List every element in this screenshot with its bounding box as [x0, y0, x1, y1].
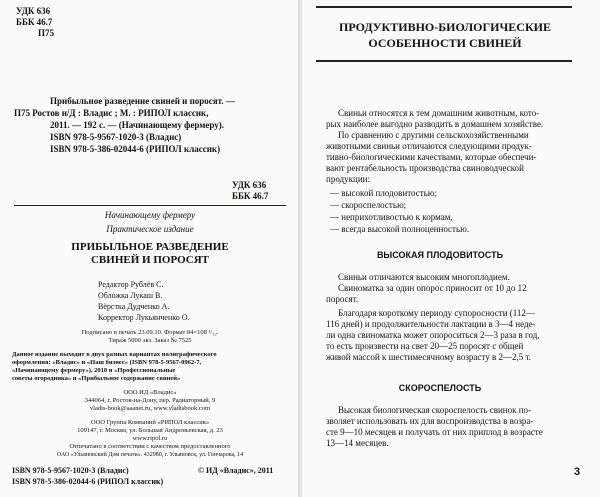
divider	[14, 205, 286, 206]
author-mark: П75	[38, 28, 55, 38]
credit-editor: Редактор Рублёв С.	[98, 280, 164, 289]
biblio-isbn-2: ISBN 978-5-386-02044-6 (РИПОЛ классик)	[50, 144, 221, 154]
bbk-code: ББК 46.7	[16, 17, 53, 27]
biblio-line-2: 2011. — 192 с. — (Начинающему фермеру).	[50, 120, 225, 130]
credit-proofreader: Корректор Лукьянченко О.	[98, 313, 190, 322]
precocity-line-1: Высокая биологическая скороспелость свинок по-	[338, 405, 532, 415]
notice-line-2: оформления: «Владис» и «Наш бизнес» (ISBN 978-5-9567-0962-7,	[12, 359, 202, 366]
chapter-title-line-2: ОСОБЕННОСТИ СВИНЕЙ	[368, 36, 522, 50]
intro-line-4: животными свиньи отличаются следующими продук-	[326, 141, 532, 151]
bullet-1: — высокой плодовитостью;	[330, 188, 438, 198]
fertility-line-8: живой массой к шестимесячному возрасту в 2—2,5 т.	[326, 352, 531, 362]
fertility-line-5: 116 дней) и продолжительности лактации в 3—4 неде-	[326, 319, 536, 329]
right-page-text	[302, 0, 600, 497]
intro-line-3: По сравнению с другими сельскохозяйственными	[338, 130, 529, 140]
fertility-line-1: Свиньи отличаются высоким многоплодием.	[338, 272, 510, 282]
footer-isbn-1: ISBN 978-5-9567-1020-3 (Владис)	[12, 466, 129, 475]
biblio-isbn-1: ISBN 978-5-9567-1020-3 (Владис)	[50, 132, 182, 142]
series-name: Начинающему фермеру	[104, 210, 196, 220]
credit-layout: Вёрстка Дудченко А.	[98, 302, 170, 311]
section-title-fertility: ВЫСОКАЯ ПЛОДОВИТОСТЬ	[376, 250, 504, 260]
intro-line-6: вают рентабельность производства свиноводческой	[326, 163, 524, 173]
publisher1-name: ООО ИД «Владис»	[123, 389, 177, 396]
precocity-line-2: зволяет использовать их для воспроизводства в возра-	[326, 416, 534, 426]
bullet-3: — неприхотливостью к кормам,	[330, 212, 453, 222]
printer-line-1: Отпечатано в соответствии с качеством предоставленного	[69, 443, 231, 450]
precocity-line-4: 13—14 месяцев.	[326, 438, 389, 448]
credit-cover: Обложка Лукаш В.	[98, 291, 163, 300]
bbk-code-2: ББК 46.7	[232, 191, 269, 201]
header-rule-top	[316, 6, 572, 8]
fertility-line-6: ли одна свиноматка может опороситься 2—3 раза в год,	[326, 330, 540, 340]
intro-line-5: тивно-биологическими качествами, которые обеспечи-	[326, 152, 537, 162]
notice-line-3: «Начинающему фермеру»), 2010 и «Профессиональные	[12, 367, 176, 374]
publisher2-address: 109147, г. Москва, ул. Большая Андроньевская, д. 23	[77, 427, 223, 434]
publisher2-web: www.ripol.ru	[132, 435, 168, 442]
book-title-line-1: ПРИБЫЛЬНОЕ РАЗВЕДЕНИЕ	[71, 241, 229, 253]
fertility-line-7: то есть произвести на свет 20—25 поросят с общей	[326, 341, 524, 351]
header-rule-bottom	[316, 60, 572, 62]
publisher1-web: vladis-book@aaanet.ru, www.vladisbook.com	[89, 405, 211, 412]
publisher1-address: 344064, г. Ростов-на-Дону, пер. Радиаторный, 9	[84, 397, 216, 404]
fertility-line-3: поросят.	[326, 294, 359, 304]
page-number: 3	[574, 466, 581, 478]
book-title-line-2: СВИНЕЙ И ПОРОСЯТ	[90, 254, 210, 266]
udc-code: УДК 636	[16, 6, 51, 16]
fertility-line-4: Благодаря короткому периоду супоросности (112—	[338, 308, 535, 318]
bullet-2: — скороспелостью;	[330, 200, 407, 210]
printer-line-2: ОАО «Ульяновский Дом печати». 432980, г. Ульяновск, ул. Гончарова, 14	[56, 452, 244, 458]
print-info-1: Подписано в печать 23.09.10. Формат 84×108 ¹/₃₂.	[81, 329, 219, 336]
publisher2-name: ООО Группа Компаний «РИПОЛ классик»	[90, 419, 210, 426]
intro-line-2: рых наиболее выгодно разводить в домашнем хозяйстве.	[326, 119, 544, 129]
intro-line-1: Свиньи относятся к тем домашним животным, кото-	[338, 108, 540, 118]
notice-line-1: Данное издание выходит в двух разных вариантах полиграфического	[12, 351, 217, 358]
precocity-line-3: сте 9—10 месяцев и получать от них приплод в возрасте	[326, 427, 543, 437]
udc-code-2: УДК 636	[232, 180, 267, 190]
fertility-line-2: Свиноматка за один опорос приносит от 10 до 12	[338, 283, 527, 293]
section-title-precocity: СКОРОСПЕЛОСТЬ	[398, 383, 482, 393]
bullet-4: — всегда высокой полноценностью.	[330, 224, 470, 234]
footer-isbn-2: ISBN 978-5-386-02044-6 (РИПОЛ классик)	[12, 477, 164, 486]
biblio-title: Прибыльное разведение свиней и поросят. —	[50, 96, 235, 106]
biblio-line-1: П75 Ростов н/Д : Владис ; М. : РИПОЛ классик,	[14, 108, 209, 118]
print-info-2: Тираж 5000 экз. Заказ № 7525	[108, 337, 192, 344]
intro-line-7: продукции:	[326, 174, 370, 184]
notice-line-4: советы огородника» и «Прибыльное содержание свиней»	[12, 375, 181, 382]
edition-type: Практическое издание	[106, 224, 194, 234]
chapter-title-line-1: ПРОДУКТИВНО-БИОЛОГИЧЕСКИЕ	[338, 20, 551, 34]
copyright: © ИД «Владис», 2011	[198, 466, 274, 475]
